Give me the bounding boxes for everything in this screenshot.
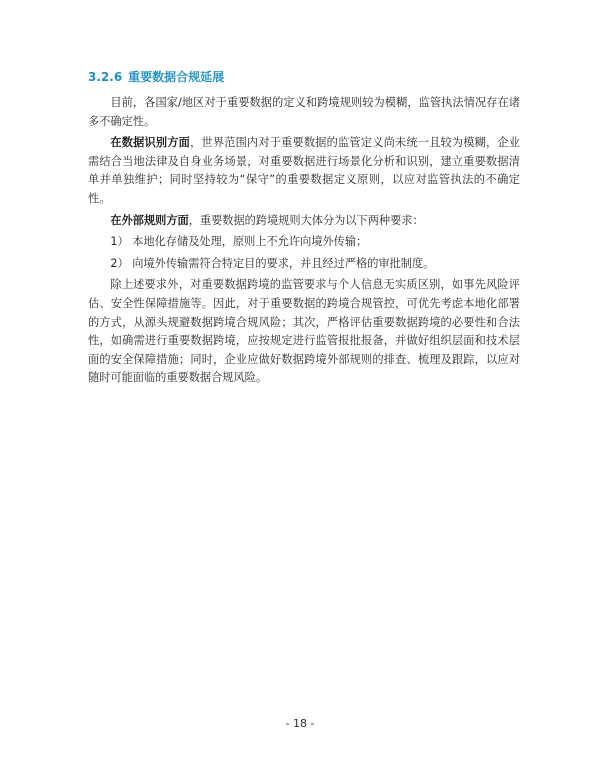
- body-content: [88, 94, 520, 391]
- section-number: 3.2.6: [88, 70, 123, 84]
- page-number: - 18 -: [285, 717, 315, 730]
- list-item-localization: 1） 本地化存储及处理，原则上不允许向境外传输；: [110, 235, 368, 249]
- paragraph-intro: 目前，各国家/地区对于重要数据的定义和跨境规则较为模糊，监管执法情况存在诸多不确定性。: [88, 96, 520, 128]
- paragraph-lead-bold: 在数据识别方面: [110, 136, 191, 150]
- paragraph-body: ，世界范围内对于重要数据的监管定义尚未统一且较为模糊，企业需结合当地法律及自身业务场景，对重要数据进行场景化分析和识别，建立重要数据清单并单独维护；同时坚持较为“保守”的重要数据定义原则，以应对监管执法的不确定性。: [88, 136, 520, 205]
- paragraph-lead-bold: 在外部规则方面: [110, 213, 189, 227]
- paragraph-external-rules: [88, 212, 520, 231]
- paragraph-body: ，重要数据的跨境规则大体分为以下两种要求：: [188, 213, 424, 227]
- section-title: 重要数据合规延展: [128, 70, 225, 84]
- list-item-outbound-transfer: 2） 向境外传输需符合特定目的要求，并且经过严格的审批制度。: [110, 256, 435, 270]
- section-heading: [88, 68, 224, 85]
- paragraph-compliance-summary: 除上述要求外，对重要数据跨境的监管要求与个人信息无实质区别，如事先风险评估、安全性保障措施等。因此，对于重要数据的跨境合规管控，可优先考虑本地化部署的方式，从源头规避数据跨境合规风险；其次，严格评估重要数据跨境的必要性和合法性，如确需进行重要数据跨境，应按规定进行监管报批报备，并做好组织层面和技术层面的安全保障措施；同时，企业应做好数据跨境外部规则的排查、梳理及跟踪，以应对随时可能面临的重要数据合规风险。: [88, 278, 520, 385]
- paragraph-data-identification: [88, 134, 520, 208]
